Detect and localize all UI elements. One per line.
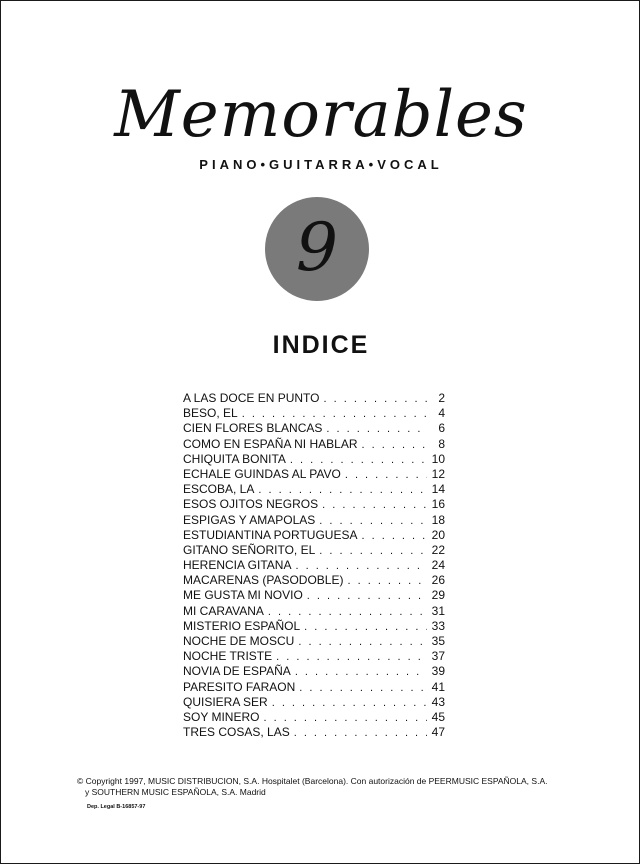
toc-entry-page: 43 xyxy=(431,694,445,709)
toc-entry-page: 16 xyxy=(431,497,445,512)
toc-entry xyxy=(183,452,445,467)
toc-entry-page: 20 xyxy=(431,527,445,542)
toc-entry xyxy=(183,604,445,619)
toc-entry xyxy=(183,634,445,649)
toc-entry-page: 35 xyxy=(431,634,445,648)
volume-number-badge xyxy=(265,197,369,301)
toc-entry-title: ME GUSTA MI NOVIO xyxy=(183,588,303,603)
toc-entry xyxy=(183,573,445,588)
toc-leader-dots xyxy=(258,484,427,496)
toc-entry xyxy=(183,664,445,679)
copyright-line-2: y SOUTHERN MUSIC ESPAÑOLA, S.A. Madrid xyxy=(85,787,266,797)
toc-entry-title: ESCOBA, LA xyxy=(183,482,255,497)
toc-entry-page: 33 xyxy=(431,618,445,633)
toc-leader-dots xyxy=(268,606,427,618)
toc-entry-title: TRES COSAS, LAS xyxy=(183,725,290,740)
legal-deposit: Dep. Legal B-16857-97 xyxy=(87,804,146,810)
toc-entry xyxy=(183,588,445,603)
toc-entry-page: 6 xyxy=(438,421,445,436)
toc-entry xyxy=(183,543,445,558)
toc-entry-page: 22 xyxy=(431,542,445,557)
toc-entry xyxy=(183,421,445,436)
toc-leader-dots xyxy=(307,590,427,602)
toc-entry xyxy=(183,558,445,573)
toc-entry xyxy=(183,528,445,543)
toc-entry-title: ECHALE GUINDAS AL PAVO xyxy=(183,466,341,481)
toc-entry-page: 12 xyxy=(431,466,445,481)
toc-entry xyxy=(183,680,445,695)
toc-entry-title: CIEN FLORES BLANCAS xyxy=(183,421,323,436)
toc-entry-title: GITANO SEÑORITO, EL xyxy=(183,542,316,557)
toc-entry xyxy=(183,391,445,406)
toc-entry xyxy=(183,467,445,482)
toc-entry-title: HERENCIA GITANA xyxy=(183,558,292,573)
toc-entry-title: ESOS OJITOS NEGROS xyxy=(183,497,319,512)
copyright-notice xyxy=(77,776,597,798)
copyright-line-1: © Copyright 1997, MUSIC DISTRIBUCION, S.A. Hospitalet (Barcelona). Con autorización de PEERMUSIC ESPAÑOLA, S.A. xyxy=(77,776,548,786)
toc-leader-dots xyxy=(276,651,427,663)
toc-entry xyxy=(183,513,445,528)
toc-leader-dots xyxy=(319,515,427,527)
toc-leader-dots xyxy=(319,545,427,557)
toc-entry-title: QUISIERA SER xyxy=(183,694,268,709)
toc-entry-page: 14 xyxy=(431,482,445,497)
toc-leader-dots xyxy=(361,530,427,542)
toc-entry-page: 37 xyxy=(431,649,445,664)
book-title: Memorables xyxy=(114,78,528,152)
toc-entry-title: A LAS DOCE EN PUNTO xyxy=(183,391,320,405)
toc-entry-title: NOVIA DE ESPAÑA xyxy=(183,664,291,679)
toc-entry-title: SOY MINERO xyxy=(183,709,260,724)
toc-entry-page: 47 xyxy=(431,725,445,740)
toc-leader-dots xyxy=(326,423,427,435)
toc-entry-page: 26 xyxy=(431,573,445,588)
toc-entry xyxy=(183,482,445,497)
toc-entry xyxy=(183,710,445,725)
toc-leader-dots xyxy=(322,499,427,511)
toc-entry-title: BESO, EL xyxy=(183,406,238,421)
index-heading: INDICE xyxy=(272,331,370,359)
toc-entry-page: 24 xyxy=(431,558,445,573)
toc-leader-dots xyxy=(362,439,428,451)
toc-entry-page: 2 xyxy=(438,391,445,405)
volume-number: 9 xyxy=(296,209,338,286)
toc-leader-dots xyxy=(347,575,427,587)
toc-leader-dots xyxy=(298,636,427,648)
toc-entry xyxy=(183,437,445,452)
toc-entry-page: 29 xyxy=(431,588,445,603)
toc-entry-title: MACARENAS (PASODOBLE) xyxy=(183,573,344,588)
toc-entry-title: ESTUDIANTINA PORTUGUESA xyxy=(183,527,358,542)
toc-entry-page: 18 xyxy=(431,512,445,527)
toc-entry-title: ESPIGAS Y AMAPOLAS xyxy=(183,512,316,527)
toc-entry-title: CHIQUITA BONITA xyxy=(183,451,286,466)
toc-entry-title: NOCHE TRISTE xyxy=(183,649,273,664)
book-subtitle: PIANO•GUITARRA•VOCAL xyxy=(199,157,443,172)
toc-leader-dots xyxy=(295,666,427,678)
toc-entry xyxy=(183,619,445,634)
toc-leader-dots xyxy=(263,712,427,724)
toc-entry xyxy=(183,695,445,710)
toc-entry-title: NOCHE DE MOSCU xyxy=(183,634,295,648)
toc-entry-page: 4 xyxy=(438,406,445,421)
toc-leader-dots xyxy=(299,682,427,694)
toc-entry-page: 45 xyxy=(431,709,445,724)
toc-entry-title: MI CARAVANA xyxy=(183,603,264,618)
toc-entry xyxy=(183,497,445,512)
toc-entry-page: 31 xyxy=(431,603,445,618)
toc-leader-dots xyxy=(304,621,427,633)
toc-entry xyxy=(183,725,445,740)
toc-leader-dots xyxy=(345,469,427,481)
toc-entry-page: 10 xyxy=(431,451,445,466)
table-of-contents xyxy=(183,391,445,740)
toc-leader-dots xyxy=(242,408,427,420)
toc-entry xyxy=(183,649,445,664)
toc-entry xyxy=(183,406,445,421)
toc-entry-title: PARESITO FARAON xyxy=(183,679,296,694)
toc-entry-page: 39 xyxy=(431,664,445,679)
toc-leader-dots xyxy=(295,560,427,572)
toc-leader-dots xyxy=(272,697,427,709)
toc-entry-page: 41 xyxy=(431,679,445,694)
toc-entry-title: COMO EN ESPAÑA NI HABLAR xyxy=(183,436,358,451)
toc-entry-page: 8 xyxy=(438,436,445,451)
toc-entry-title: MISTERIO ESPAÑOL xyxy=(183,618,301,633)
toc-leader-dots xyxy=(294,727,427,739)
toc-leader-dots xyxy=(323,393,427,405)
toc-leader-dots xyxy=(290,454,427,466)
